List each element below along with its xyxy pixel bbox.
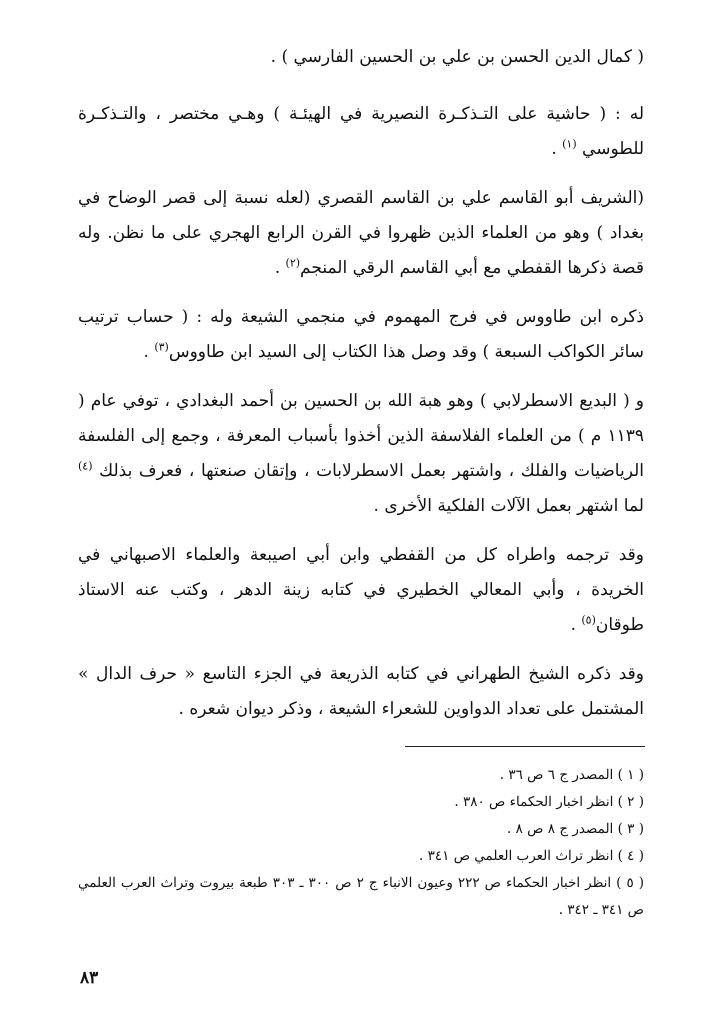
- footnotes: [78, 762, 644, 924]
- footnote-1: ( ١ ) المصدر ج ٦ ص ٣٦ .: [499, 767, 644, 783]
- footnote-marker-1: (١): [562, 137, 577, 151]
- paragraph-3-text: (الشريف أبو القاسم علي بن القاسم القصري (لعله نسبة إلى قصر الوضاح في بغداد ) وهو من العلماء الذين ظهروا في القرن الرابع الهجري على ما نظن. وله قصة ذكرها القفطي مع أبي القاسم الرقي المنجم: [78, 188, 644, 278]
- paragraph-5-tail: لما اشتهر بعمل الآلات الفلكية الأخرى .: [373, 496, 644, 516]
- paragraph-6-text: وقد ترجمه واطراه كل من القفطي وابن أبي اصيبعة والعلماء الاصبهاني في الخريدة ، وأبي المعالي الخطيري في كتابه زينة الدهر ، وكتب عنه الاستاذ طوقان: [78, 545, 644, 635]
- footnote-marker-3: (٣): [154, 340, 169, 354]
- paragraph-7-text: وقد ذكره الشيخ الطهراني في كتابه الذريعة في الجزء التاسع « حرف الدال » المشتمل على تعداد الدواوين للشعراء الشيعة ، وذكر ديوان شعره .: [78, 664, 644, 719]
- footnote-2: ( ٢ ) انظر اخبار الحكماء ص ٣٨٠ .: [454, 794, 644, 810]
- footnote-marker-4: (٤): [78, 459, 93, 473]
- paragraph-5-text: و ( البديع الاسطرلابي ) وهو هبة الله بن الحسين بن أحمد البغدادي ، توفي عام ( ١١٣٩ م ) من العلماء الفلاسفة الذين أخذوا بأسباب المعرفة ، وجمع إلى الفلسفة الرياضيات والفلك ، واشتهر بعمل الاسطرلابات ، وإتقان صنعتها ، فعرف بذلك: [78, 391, 645, 481]
- paragraph-2: [78, 97, 644, 167]
- paragraph-4-text: ذكره ابن طاووس في فرج المهموم في منجمي الشيعة وله : ( حساب ترتيب سائر الكواكب السبعة ) وقد وصل هذا الكتاب إلى السيد ابن طاووس: [78, 307, 644, 362]
- paragraph-2-tail: .: [551, 139, 557, 159]
- footnote-marker-5: (٥): [581, 613, 596, 627]
- paragraph-1: [78, 40, 644, 75]
- footnote-4: ( ٤ ) انظر تراث العرب العلمي ص ٣٤١ .: [419, 848, 644, 864]
- page-number: ٨٣: [80, 968, 99, 988]
- paragraph-4: [78, 300, 644, 370]
- paragraph-5: [78, 384, 644, 524]
- paragraph-6-tail: .: [570, 615, 576, 635]
- footnote-3: ( ٣ ) المصدر ج ٨ ص ٨ .: [507, 821, 644, 837]
- paragraph-7: [78, 657, 644, 727]
- paragraph-1-text: ( كمال الدين الحسن بن علي بن الحسين الفارسي ) .: [270, 47, 644, 67]
- paragraph-4-tail: .: [143, 342, 149, 362]
- footnote-marker-2: (٢): [285, 256, 301, 270]
- paragraph-6: [78, 538, 644, 643]
- footnote-5: ( ٥ ) انظر اخبار الحكماء ص ٢٢٢ وعيون الانباء ج ٢ ص ٣٠٠ ـ ٣٠٣ طبعة بيروت وتراث العرب العلمي ص ٣٤١ ـ ٣٤٢ .: [78, 875, 644, 918]
- paragraph-3: [78, 181, 644, 286]
- footnote-divider: [405, 746, 645, 747]
- paragraph-2-text: له : ( حاشية على التـذكـرة النصيرية في الهيئـة ) وهـي مختصر ، والتـذكـرة للطوسي: [78, 104, 644, 159]
- paragraph-3-tail: .: [274, 258, 281, 278]
- main-text: [78, 40, 644, 741]
